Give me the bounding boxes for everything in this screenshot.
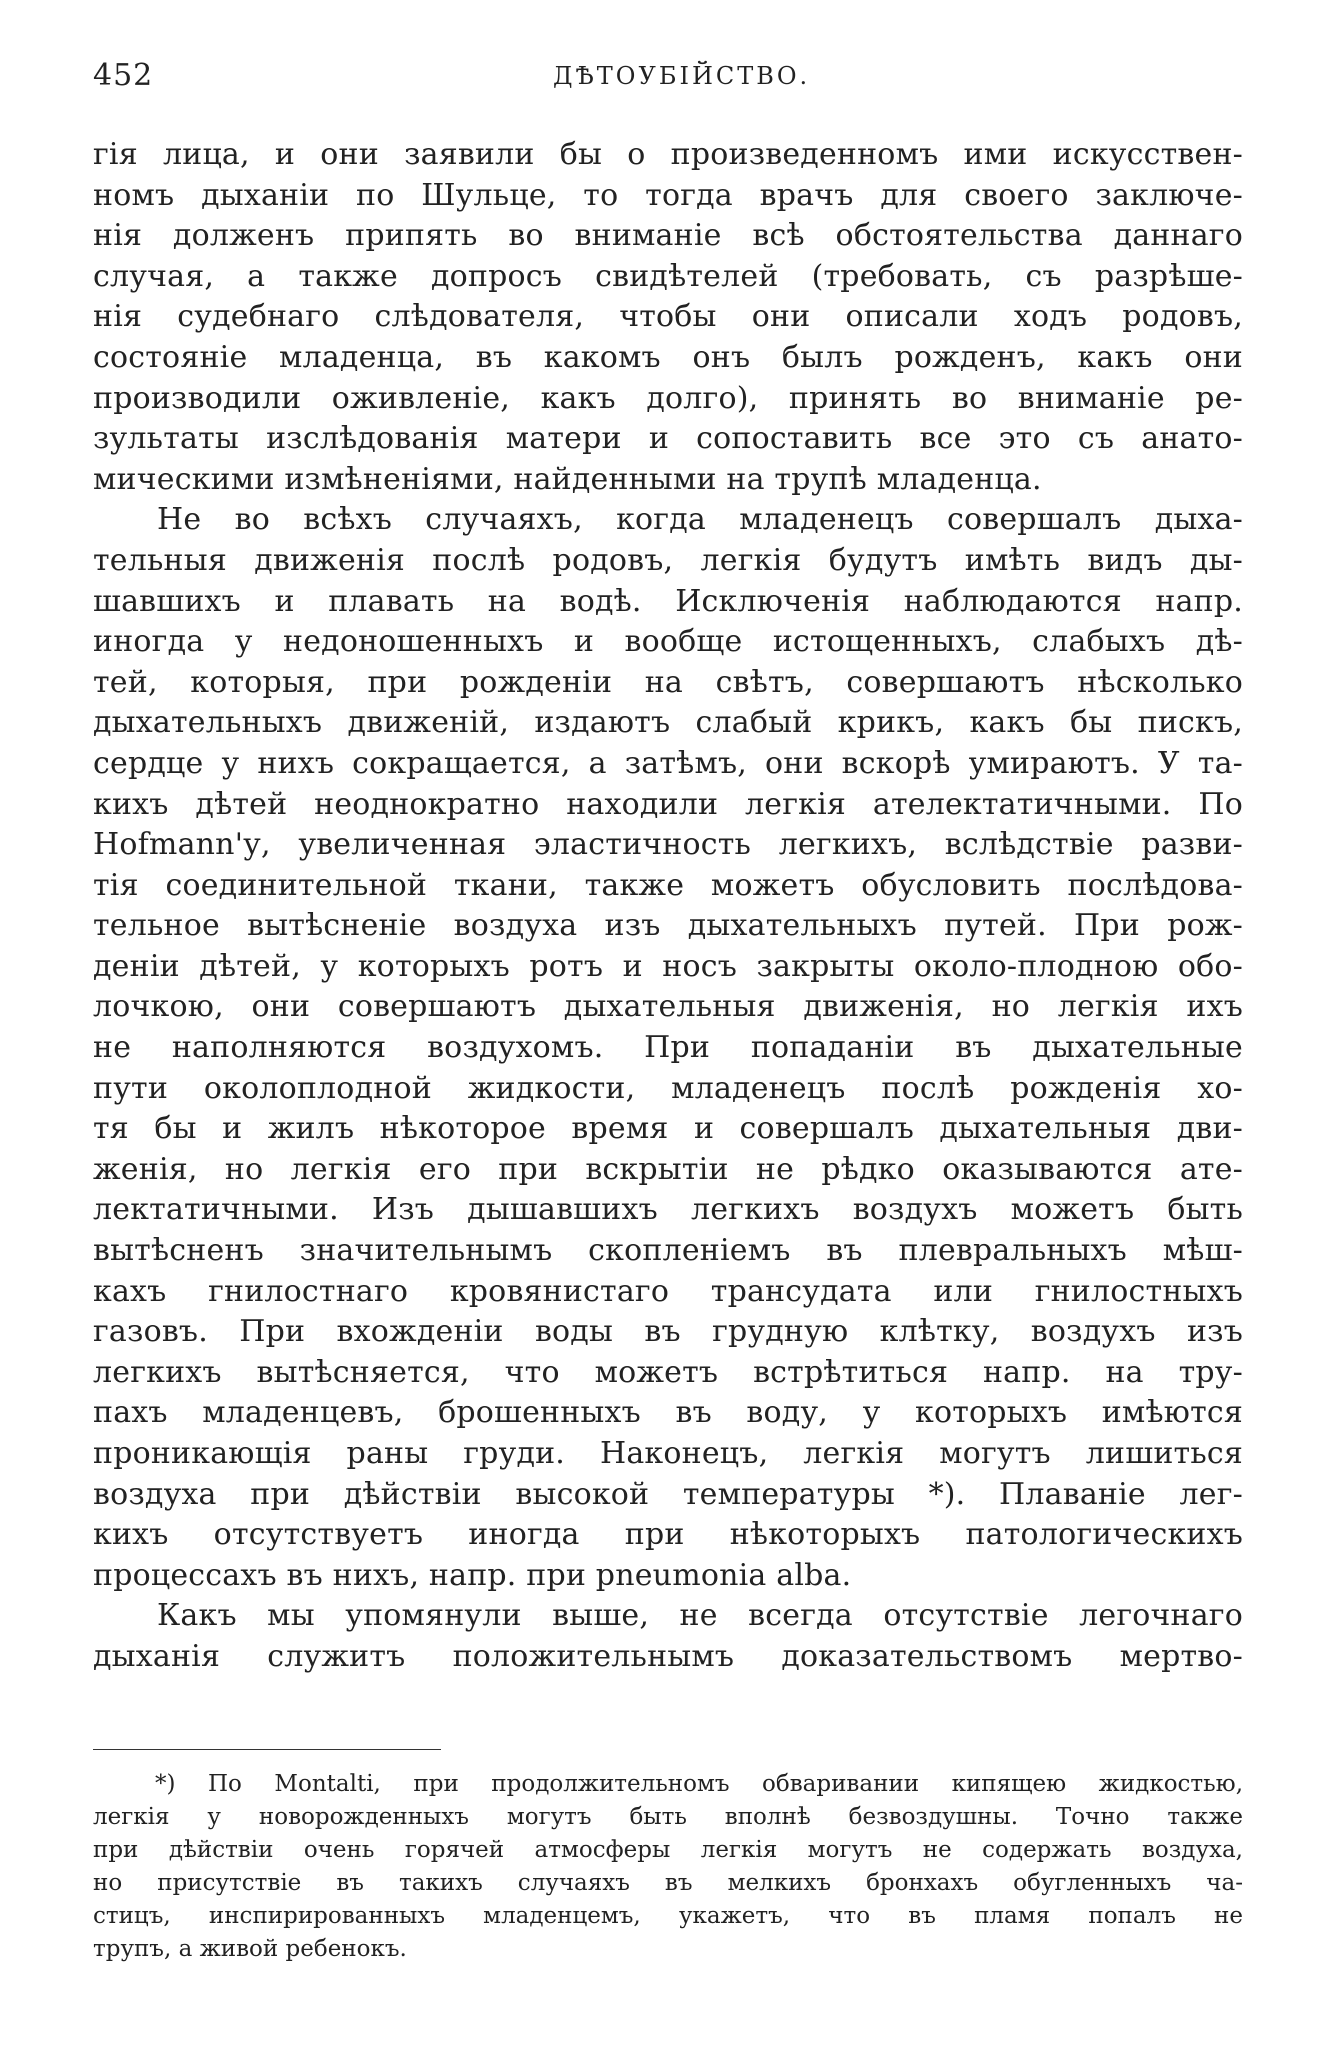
footnote-divider [93,1749,441,1750]
text-line: состояніе младенца, въ какомъ онъ былъ рожденъ, какъ они [93,339,1243,375]
text-line: кихъ отсутствуетъ иногда при нѣкоторыхъ патологическихъ [93,1517,1243,1553]
text-line: тельное вытѣсненіе воздуха изъ дыхательныхъ путей. При рож- [93,908,1243,944]
main-text [93,135,1243,1678]
page-header [93,58,1243,98]
text-line: газовъ. При вхожденіи воды въ грудную клѣтку, воздухъ изъ [93,1314,1243,1350]
footnote-line: но присутствіе въ такихъ случаяхъ въ мелкихъ бронхахъ обугленныхъ ча- [93,1870,1243,1896]
text-line: проникающія раны груди. Наконецъ, легкія могутъ лишиться [93,1436,1243,1471]
text-line: иногда у недоношенныхъ и вообще истощенныхъ, слабыхъ дѣ- [93,624,1243,660]
paragraph-first-line: Какъ мы упомянули выше, не всегда отсутствіе легочнаго [157,1598,1243,1634]
text-line: производили оживленіе, какъ долго), принять во вниманіе ре- [93,380,1243,416]
text-line: тей, которыя, при рожденіи на свѣтъ, совершаютъ нѣсколько [93,664,1243,700]
text-line: пути околоплодной жидкости, младенецъ послѣ рожденія хо- [93,1070,1243,1106]
text-line: шавшихъ и плавать на водѣ. Исключенія наблюдаются напр. [93,583,1243,619]
text-line: нія судебнаго слѣдователя, чтобы они описали ходъ родовъ, [93,299,1243,335]
text-line: кихъ дѣтей неоднократно находили легкія ателектатичными. По [93,786,1243,822]
text-line: вытѣсненъ значительнымъ скопленіемъ въ плевральныхъ мѣш- [93,1233,1243,1269]
text-line: мическими измѣненіями, найденными на трупѣ младенца. [93,461,1042,497]
text-line: Hofmann'у, увеличенная эластичность легкихъ, вслѣдствіе разви- [93,827,1243,863]
text-line: не наполняются воздухомъ. При попаданіи въ дыхательные [93,1030,1243,1066]
text-line: нія долженъ припять во вниманіе всѣ обстоятельства даннаго [93,218,1243,254]
text-line: легкихъ вытѣсняется, что можетъ встрѣтиться напр. на тру- [93,1354,1243,1390]
footnote-line: стицъ, инспирированныхъ младенцемъ, укажетъ, что въ пламя попалъ не [93,1903,1243,1929]
text-line: номъ дыханіи по Шульце, то тогда врачъ для своего заключе- [93,177,1243,213]
running-title: ДѢТОУБІЙСТВО. [553,62,811,90]
text-line: тя бы и жилъ нѣкоторое время и совершалъ дыхательныя дви- [93,1111,1243,1147]
text-line: сердце у нихъ сокращается, а затѣмъ, они вскорѣ умираютъ. У та- [93,745,1243,781]
page-number: 452 [93,58,154,93]
text-line: лочкою, они совершаютъ дыхательныя движенія, но легкія ихъ [93,989,1243,1025]
text-line: кахъ гнилостнаго кровянистаго трансудата или гнилостныхъ [93,1273,1243,1309]
footnote-line: трупъ, а живой ребенокъ. [93,1936,407,1962]
text-line: тія соединительной ткани, также можетъ обусловить послѣдова- [93,867,1243,903]
text-line: процессахъ въ нихъ, напр. при pneumonia alba. [93,1557,852,1593]
text-line: воздуха при дѣйствіи высокой температуры *). Плаваніе лег- [93,1476,1243,1512]
text-line: пахъ младенцевъ, брошенныхъ въ воду, у которыхъ имѣются [93,1395,1243,1431]
text-line: женія, но легкія его при вскрытіи не рѣдко оказываются ате- [93,1151,1243,1187]
text-line: зультаты изслѣдованія матери и сопоставить все это съ анато- [93,421,1243,457]
text-line: тельныя движенія послѣ родовъ, легкія будутъ имѣть видъ ды- [93,542,1243,578]
footnote-line: легкія у новорожденныхъ могутъ быть вполнѣ безвоздушны. Точно также [93,1804,1243,1830]
text-line: дыханія служитъ положительнымъ доказательствомъ мертво- [93,1638,1243,1674]
text-line: деніи дѣтей, у которыхъ ротъ и носъ закрыты около-плодною обо- [93,948,1243,984]
text-line: случая, а также допросъ свидѣтелей (требовать, съ разрѣше- [93,258,1243,294]
text-line: лектатичными. Изъ дышавшихъ легкихъ воздухъ можетъ быть [93,1192,1243,1228]
text-line: дыхательныхъ движеній, издаютъ слабый крикъ, какъ бы пискъ, [93,705,1243,741]
footnote-line: *) По Montalti, при продолжительномъ обваривании кипящею жидкостью, [155,1771,1243,1797]
footnote [93,1768,1243,1966]
paragraph-first-line: Не во всѣхъ случаяхъ, когда младенецъ совершалъ дыха- [157,502,1243,538]
footnote-line: при дѣйствіи очень горячей атмосферы легкія могутъ не содержать воздуха, [93,1837,1243,1863]
text-line: гія лица, и они заявили бы о произведенномъ ими искусствен- [93,137,1243,172]
